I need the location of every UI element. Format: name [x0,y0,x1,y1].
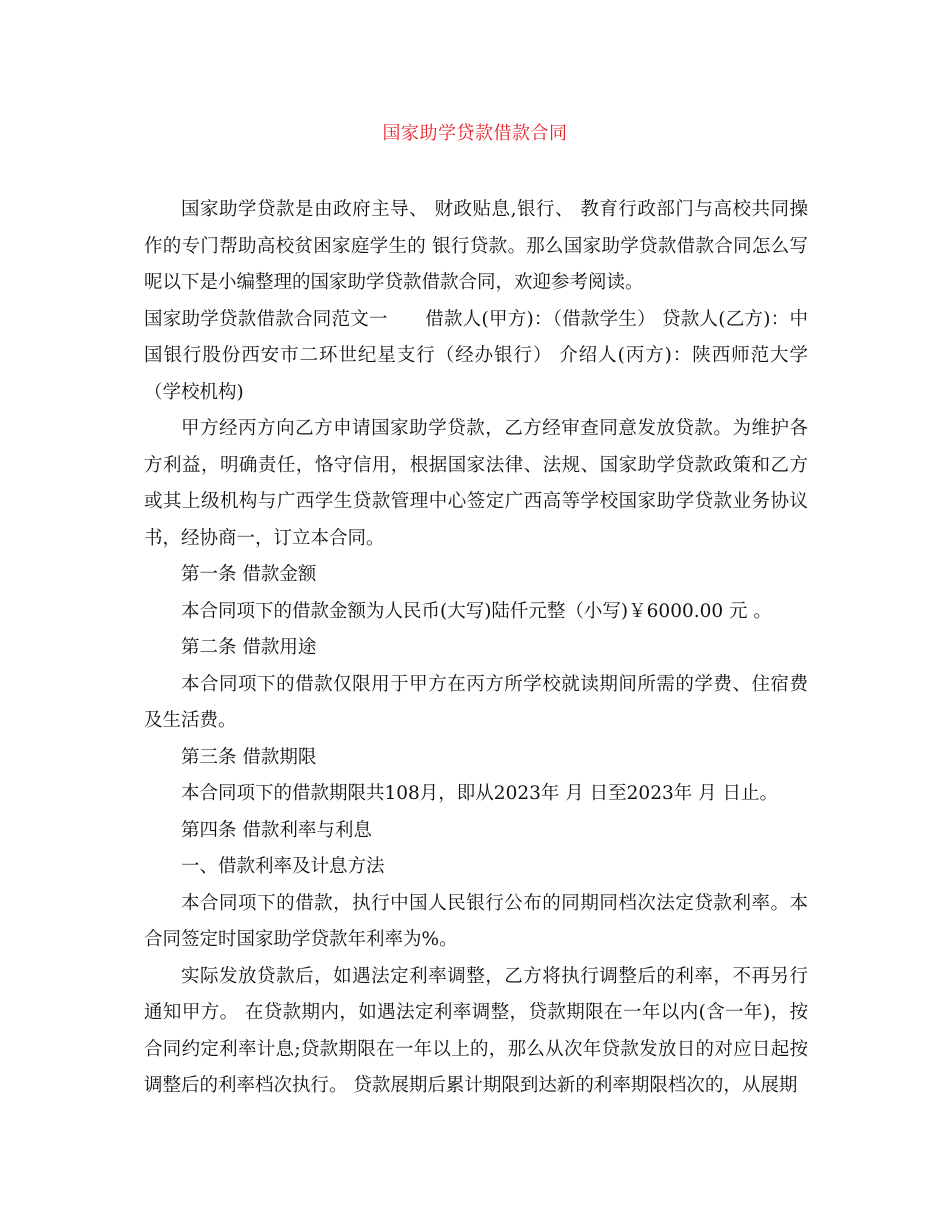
paragraph-purpose: 本合同项下的借款仅限用于甲方在丙方所学校就读期间所需的学费、住宿费及生活费。 [144,673,808,731]
paragraph-parties: 国家助学贷款借款合同范文一 借款人(甲方)：（借款学生） 贷款人(乙方)：中国银行股份西安市二环世纪星支行（经办银行） 介绍人(丙方)：陕西师范大学（学校机构) [144,308,808,403]
paragraph-intro: 国家助学贷款是由政府主导、 财政贴息,银行、 教育行政部门与高校共同操作的专门帮助高校贫困家庭学生的 银行贷款。那么国家助学贷款借款合同怎么写呢以下是小编整理的国家助学贷款借款合同，欢迎参考阅读。 [144,199,808,293]
paragraph-rate-adjustment: 实际发放贷款后，如遇法定利率调整，乙方将执行调整后的利率，不再另行通知甲方。 在贷款期内，如遇法定利率调整，贷款期限在一年以内(含一年)，按合同约定利率计息;贷款期限在一年以上的，那么从次年贷款发放日的对应日起按调整后的利率档次执行。 贷款展期后累计期限到达新的利率期限档次的，从展期 [144,965,808,1096]
article-heading-4: 第四条 借款利率与利息 [181,819,372,841]
article-heading-2: 第二条 借款用途 [181,637,317,658]
article-heading-3: 第三条 借款期限 [181,746,317,768]
paragraph-rate: 本合同项下的借款，执行中国人民银行公布的同期同档次法定贷款利率。本合同签定时国家助学贷款年利率为%。 [144,892,808,950]
paragraph-term: 本合同项下的借款期限共108月，即从2023年 月 日至2023年 月 日止。 [181,783,778,804]
paragraph-preamble: 甲方经丙方向乙方申请国家助学贷款，乙方经审查同意发放贷款。为维护各方利益，明确责任，恪守信用，根据国家法律、法规、国家助学贷款政策和乙方或其上级机构与广西学生贷款管理中心签定广西高等学校国家助学贷款业务协议书，经协商一，订立本合同。 [144,418,808,549]
document-body [144,192,808,1105]
paragraph-amount: 本合同项下的借款金额为人民币(大写)陆仟元整（小写)￥6000.00 元 。 [181,600,772,622]
subsection-heading: 一、借款利率及计息方法 [181,856,385,877]
article-heading-1: 第一条 借款金额 [181,564,317,585]
document-title: 国家助学贷款借款合同 [382,123,568,144]
